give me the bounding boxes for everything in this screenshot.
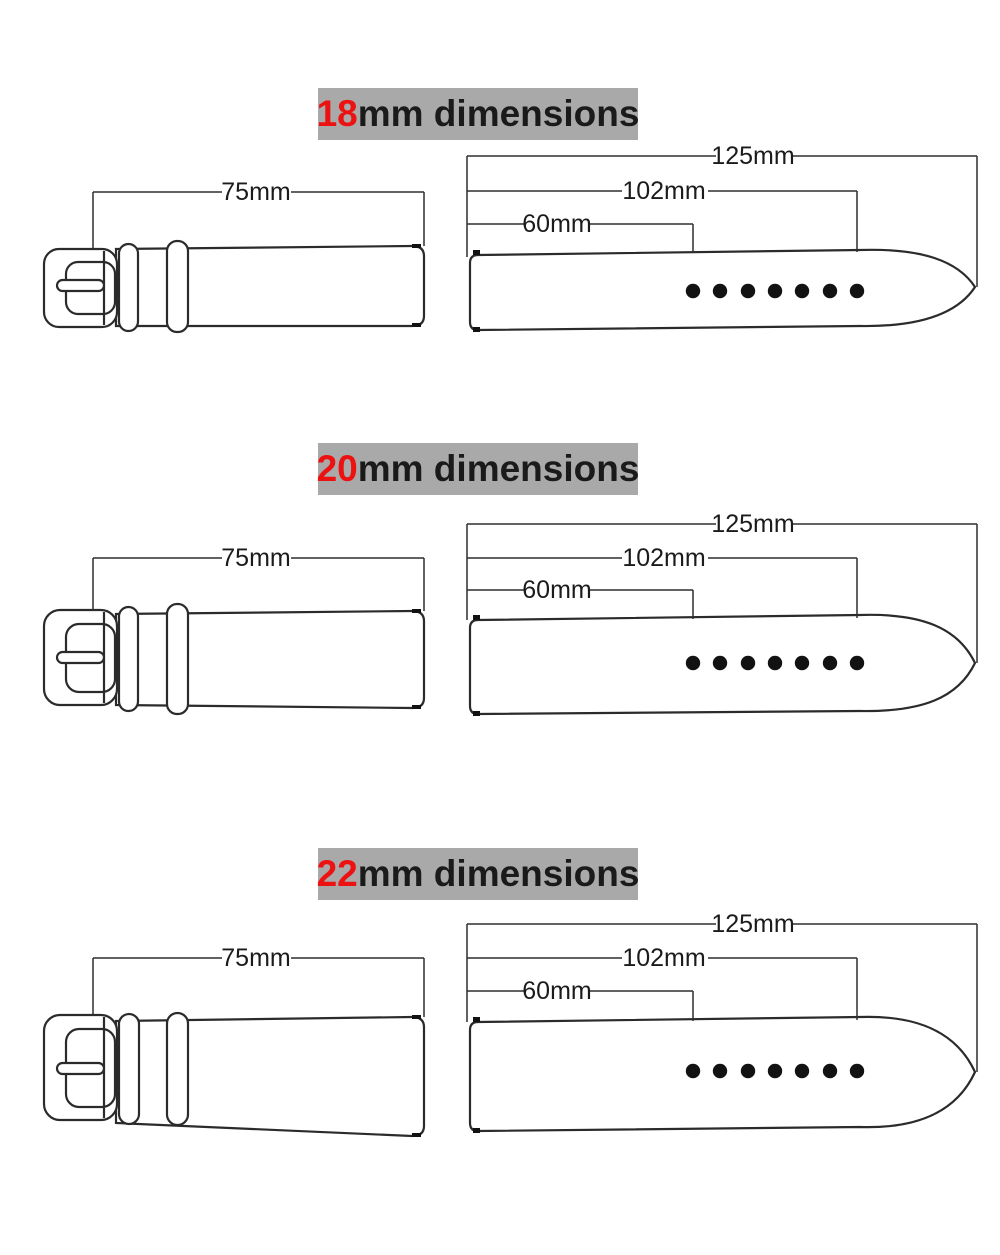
keeper-loop-2 (167, 604, 188, 714)
label-75mm: 75mm (221, 544, 291, 572)
label-102mm: 102mm (622, 944, 706, 972)
label-125mm: 125mm (711, 145, 795, 170)
strap-body (116, 611, 424, 708)
spring-bar-tip-bottom (412, 705, 421, 709)
tail-strap-drawing (467, 510, 977, 716)
label-125mm: 125mm (711, 510, 795, 538)
size-number: 18 (316, 93, 358, 134)
label-125mm: 125mm (711, 910, 795, 938)
label-75mm: 75mm (221, 944, 291, 972)
section-header-20mm (318, 443, 638, 495)
label-75mm: 75mm (221, 178, 291, 206)
strap-body (116, 246, 424, 326)
spring-bar-tip-bottom (473, 327, 480, 332)
tail-strap-drawing (467, 145, 977, 332)
buckle-prong (57, 1063, 104, 1074)
diagram-18mm (0, 145, 1000, 353)
size-number: 22 (316, 853, 358, 894)
tail-strap-drawing (467, 910, 977, 1133)
spring-bar-tip-top (412, 1015, 421, 1019)
diagram-20mm (0, 500, 1000, 720)
size-number: 20 (316, 448, 358, 489)
section-header-22mm (318, 848, 638, 900)
buckle-strap-drawing (44, 544, 424, 714)
label-60mm: 60mm (522, 576, 592, 604)
section-header-18mm (318, 88, 638, 140)
keeper-loop-1 (119, 244, 138, 331)
keeper-loop-1 (119, 1014, 139, 1124)
spring-bar-tip-top (473, 1017, 480, 1022)
spring-bar-tip-bottom (473, 711, 480, 716)
buckle-strap-drawing (44, 178, 424, 332)
keeper-loop-2 (167, 1013, 188, 1125)
keeper-loop-2 (167, 241, 188, 332)
spring-bar-tip-top (412, 244, 421, 248)
strap-body (116, 1017, 424, 1136)
buckle-prong (57, 652, 104, 663)
label-102mm: 102mm (622, 177, 706, 205)
spring-bar-tip-top (412, 609, 421, 613)
size-suffix: mm dimensions (357, 93, 640, 134)
buckle-prong (57, 280, 104, 291)
spring-bar-tip-bottom (412, 1133, 421, 1137)
label-102mm: 102mm (622, 544, 706, 572)
spring-bar-tip-top (473, 250, 480, 255)
keeper-loop-1 (119, 607, 138, 711)
spring-bar-tip-top (473, 615, 480, 620)
label-60mm: 60mm (522, 210, 592, 238)
size-suffix: mm dimensions (357, 853, 640, 894)
spring-bar-tip-bottom (473, 1128, 480, 1133)
diagram-22mm (0, 905, 1000, 1145)
size-suffix: mm dimensions (357, 448, 640, 489)
buckle-strap-drawing (44, 944, 424, 1137)
label-60mm: 60mm (522, 977, 592, 1005)
spring-bar-tip-bottom (412, 323, 421, 327)
